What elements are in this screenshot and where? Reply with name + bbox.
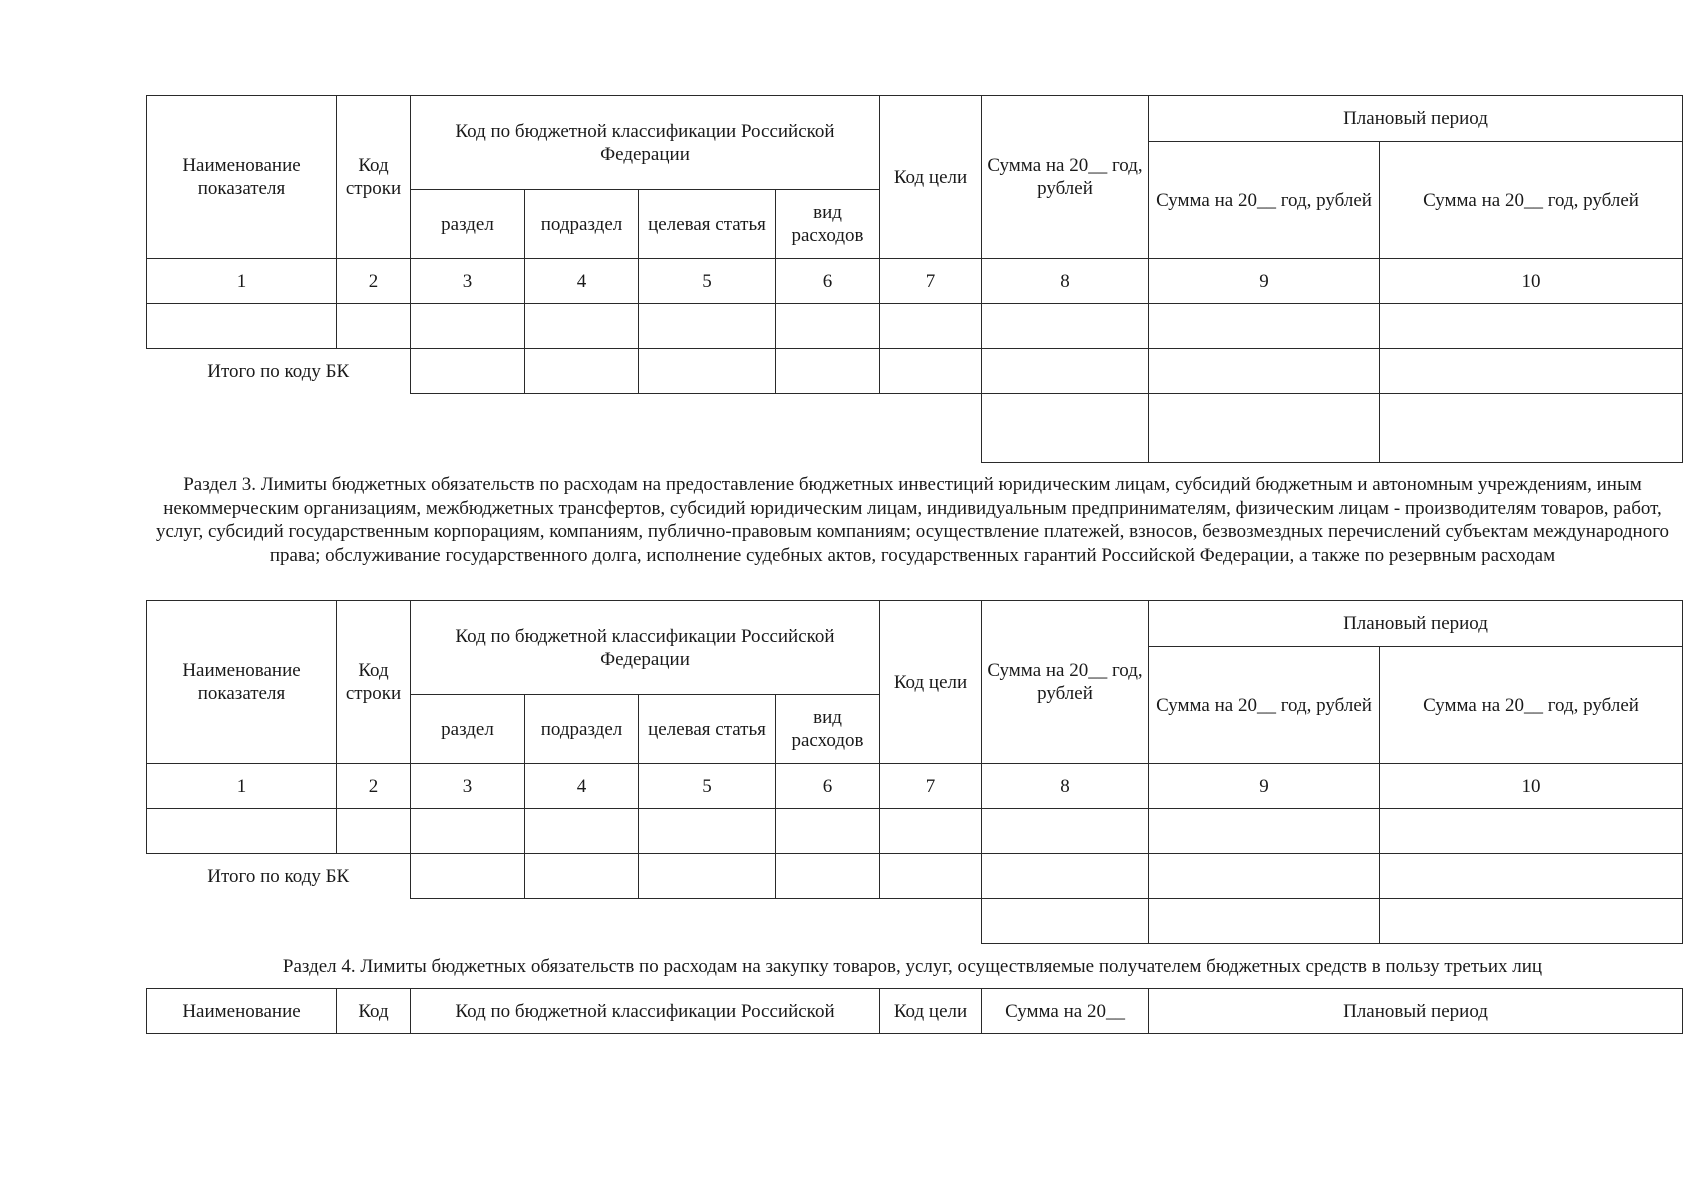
header-bk-code: Код по бюджетной классификации Российской Федерации (411, 96, 880, 190)
summary-row (147, 899, 1683, 944)
header-expense-type: вид расходов (776, 190, 880, 259)
column-number: 7 (880, 764, 982, 809)
empty-cell (1149, 304, 1380, 349)
header-expense-type: вид расходов (776, 695, 880, 764)
limits-table-3 (146, 988, 1683, 1034)
empty-cell (982, 349, 1149, 394)
empty-cell (982, 899, 1149, 944)
empty-cell (525, 854, 639, 899)
header-sum-plan-year-1: Сумма на 20__ год, рублей (1149, 142, 1380, 259)
empty-cell (525, 809, 639, 854)
header-razdel: раздел (411, 695, 525, 764)
empty-cell (411, 809, 525, 854)
empty-cell (776, 304, 880, 349)
data-row (147, 304, 1683, 349)
column-number: 7 (880, 259, 982, 304)
column-number: 4 (525, 764, 639, 809)
header-razdel: раздел (411, 190, 525, 259)
column-number: 6 (776, 259, 880, 304)
column-numbers-row (147, 764, 1683, 809)
empty-cell (1149, 899, 1380, 944)
column-number: 2 (337, 764, 411, 809)
column-number: 6 (776, 764, 880, 809)
empty-cell (776, 809, 880, 854)
header-goal-code: Код цели (880, 601, 982, 764)
header-bk-code: Код по бюджетной классификации Российской Федерации (411, 601, 880, 695)
column-number: 8 (982, 259, 1149, 304)
column-numbers-row (147, 259, 1683, 304)
header-goal-code: Код цели (880, 989, 982, 1034)
header-goal-code: Код цели (880, 96, 982, 259)
total-label: Итого по коду БК (147, 854, 411, 899)
column-number: 10 (1380, 259, 1683, 304)
header-line-code: Код (337, 989, 411, 1034)
header-line-code: Код строки (337, 96, 411, 259)
empty-cell (1149, 349, 1380, 394)
column-number: 4 (525, 259, 639, 304)
column-number: 9 (1149, 764, 1380, 809)
header-planning-period: Плановый период (1149, 601, 1683, 647)
total-row (147, 349, 1683, 394)
column-number: 3 (411, 764, 525, 809)
column-number: 5 (639, 764, 776, 809)
header-sum-plan-year-2: Сумма на 20__ год, рублей (1380, 647, 1683, 764)
empty-cell (880, 854, 982, 899)
header-sum-current-year: Сумма на 20__ год, рублей (982, 601, 1149, 764)
header-podrazdel: подраздел (525, 695, 639, 764)
empty-cell (1149, 394, 1380, 463)
empty-cell (525, 304, 639, 349)
section-3-heading: Раздел 3. Лимиты бюджетных обязательств по расходам на предоставление бюджетных инвестиций юридическим лицам, субсидий бюджетным и автономным учреждениям, иным некоммерческим организациям, межбюджетных трансфертов, субсидий юридическим лицам, индивидуальным предпринимателям, физическим лицам - производителям товаров, работ, услуг, субсидий государственным корпорациям, компаниям, публично-правовым компаниям; осуществление платежей, взносов, безвозмездных перечислений субъектам международного права; обслуживание государственного долга, исполнение судебных актов, государственных гарантий Российской Федерации, а также по резервным расходам (155, 474, 1670, 566)
total-label: Итого по коду БК (147, 349, 411, 394)
header-planning-period: Плановый период (1149, 96, 1683, 142)
empty-cell (1380, 899, 1683, 944)
header-sum-plan-year-2: Сумма на 20__ год, рублей (1380, 142, 1683, 259)
header-sum-current-year: Сумма на 20__ (982, 989, 1149, 1034)
data-row (147, 809, 1683, 854)
empty-cell (337, 304, 411, 349)
column-number: 5 (639, 259, 776, 304)
empty-cell (1380, 349, 1683, 394)
column-number: 1 (147, 259, 337, 304)
summary-row (147, 394, 1683, 463)
empty-cell (1380, 854, 1683, 899)
empty-cell (1380, 394, 1683, 463)
column-number: 3 (411, 259, 525, 304)
header-planning-period: Плановый период (1149, 989, 1683, 1034)
empty-cell (880, 809, 982, 854)
empty-cell (776, 349, 880, 394)
header-bk-code: Код по бюджетной классификации Российской (411, 989, 880, 1034)
header-indicator-name: Наименование показателя (147, 601, 337, 764)
empty-cell (982, 854, 1149, 899)
empty-cell (639, 854, 776, 899)
empty-cell (639, 349, 776, 394)
section-4-heading: Раздел 4. Лимиты бюджетных обязательств по расходам на закупку товаров, услуг, осуществляемые получателем бюджетных средств в пользу третьих лиц (282, 956, 1543, 977)
empty-cell (880, 304, 982, 349)
empty-cell (776, 854, 880, 899)
empty-cell (639, 304, 776, 349)
empty-cell (337, 809, 411, 854)
column-number: 8 (982, 764, 1149, 809)
empty-cell (982, 809, 1149, 854)
header-sum-current-year: Сумма на 20__ год, рублей (982, 96, 1149, 259)
column-number: 2 (337, 259, 411, 304)
empty-cell (1380, 809, 1683, 854)
empty-cell (982, 394, 1149, 463)
header-podrazdel: подраздел (525, 190, 639, 259)
empty-cell (147, 304, 337, 349)
column-number: 9 (1149, 259, 1380, 304)
limits-table-1 (146, 95, 1683, 463)
header-target-item: целевая статья (639, 190, 776, 259)
empty-cell (1380, 304, 1683, 349)
header-target-item: целевая статья (639, 695, 776, 764)
empty-cell (1149, 809, 1380, 854)
empty-cell (411, 854, 525, 899)
header-indicator-name: Наименование показателя (147, 96, 337, 259)
header-indicator-name: Наименование (147, 989, 337, 1034)
column-number: 10 (1380, 764, 1683, 809)
empty-cell (411, 349, 525, 394)
header-sum-plan-year-1: Сумма на 20__ год, рублей (1149, 647, 1380, 764)
empty-cell (880, 349, 982, 394)
empty-cell (1149, 854, 1380, 899)
header-line-code: Код строки (337, 601, 411, 764)
empty-cell (147, 809, 337, 854)
total-row (147, 854, 1683, 899)
empty-cell (411, 304, 525, 349)
limits-table-2 (146, 600, 1683, 944)
column-number: 1 (147, 764, 337, 809)
empty-cell (639, 809, 776, 854)
empty-cell (982, 304, 1149, 349)
empty-cell (525, 349, 639, 394)
